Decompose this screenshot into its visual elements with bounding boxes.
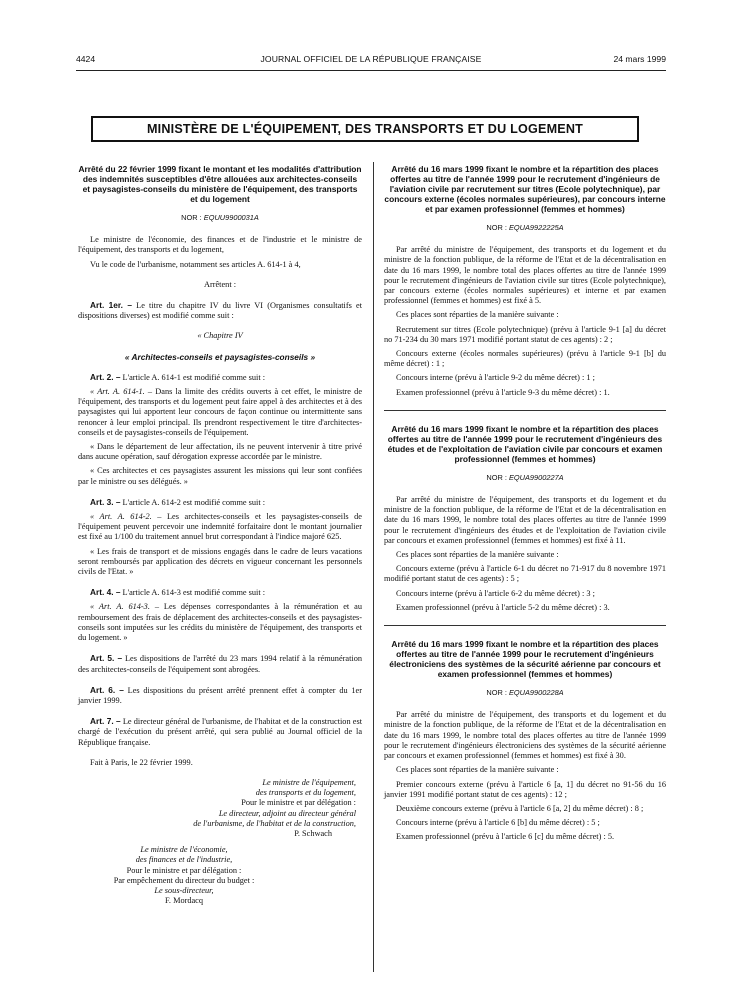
decree-3-p4: Deuxième concours externe (prévu à l'article 6 [a, 2] du même décret) : 8 ;: [396, 803, 644, 813]
decree-electronic-engineers: [384, 639, 666, 842]
article-4: [78, 587, 362, 598]
article-4-label: Art. 4. –: [90, 587, 121, 598]
visa: Vu le code de l'urbanisme, notamment ses articles A. 614-1 à 4,: [90, 259, 301, 269]
decree-2-p1: Par arrêté du ministre de l'équipement, des transports et du logement et du ministre de la fonction publique, de la réforme de l'Etat et de la décentralisation en date du 16 mars 1999, le nombre total des places offertes au titre de l'année 1999 pour le recrutement d'ingénieurs des études et de l'exploitation de l'aviation civile par concours et examen professionnel (femmes et hommes) est fixé à 11.: [384, 495, 666, 545]
sig1-line-3: Pour le ministre et par délégation :: [241, 798, 356, 808]
sig2-line-2: des finances et de l'industrie,: [135, 855, 233, 865]
page-number: 4424: [76, 54, 96, 64]
left-nor: [78, 213, 362, 223]
article-2-label: Art. 2. –: [90, 371, 121, 382]
chapter-heading: « Chapitre IV: [197, 331, 243, 341]
article-5-label: Art. 5. –: [90, 653, 123, 664]
article-1-label: Art. 1er. –: [90, 300, 132, 311]
article-2: [78, 372, 362, 383]
decree-2-p3: Concours externe (prévu à l'article 6-1 du décret no 71-917 du 8 novembre 1971 modifié portant statut de ces agents) : 5 ;: [384, 564, 666, 584]
section-separator: [384, 410, 666, 411]
article-3-label: Art. 3. –: [90, 496, 121, 507]
decree-2-title: Arrêté du 16 mars 1999 fixant le nombre et la répartition des places offertes au titre de l'année 1999 pour le recrutement d'ingénieurs des études et de l'exploitation de l'aviation civile par concours et examen professionnel (femmes et hommes): [387, 423, 663, 464]
decree-3-title: Arrêté du 16 mars 1999 fixant le nombre et la répartition des places offertes au titre de l'année 1999 pour le recrutement d'ingénieurs électroniciens des systèmes de la sécurité aérienne par concours et examen professionnel (femmes et hommes): [389, 639, 661, 680]
art-a614-3-label: « Art. A. 614-3. –: [90, 602, 159, 612]
article-5: [78, 653, 362, 674]
sig1-line-5: de l'urbanisme, de l'habitat et de la construction,: [193, 818, 356, 828]
nor-code: EQUA9922225A: [508, 223, 564, 232]
left-column: [78, 164, 362, 906]
ministry-banner: MINISTÈRE DE L'ÉQUIPEMENT, DES TRANSPORTS ET DU LOGEMENT: [91, 116, 639, 142]
arretent: Arrêtent :: [203, 279, 237, 289]
art-a614-3: [78, 602, 362, 643]
article-2-text: L'article A. 614-1 est modifié comme suit :: [120, 372, 266, 382]
chapter-title: « Architectes-conseils et paysagistes-conseils »: [124, 351, 316, 362]
nor-label: NOR :: [181, 213, 204, 222]
article-3-text: L'article A. 614-2 est modifié comme suit :: [120, 497, 266, 507]
nor-label: NOR :: [486, 223, 509, 232]
decree-1-title: Arrêté du 16 mars 1999 fixant le nombre et la répartition des places offertes au titre de l'année 1999 pour le recrutement d'ingénieurs de l'aviation civile par recrutement sur titres (Ecole polytechnique), par concours externe (écoles normales supérieures), par concours interne et par examen professionnel (femmes et hommes): [384, 164, 666, 214]
sig2-line-4: Par empêchement du directeur du budget :: [113, 875, 255, 885]
article-1: [78, 300, 362, 321]
article-7-text: Le directeur général de l'urbanisme, de l'habitat et de la construction est chargé de l'exécution du présent arrêté, qui sera publié au Journal officiel de la République française.: [78, 717, 363, 747]
nor-label: NOR :: [486, 688, 509, 698]
sig1-line-2: des transports et du logement,: [255, 788, 356, 798]
sig1-name: P. Schwach: [294, 828, 332, 838]
issue-date: 24 mars 1999: [613, 54, 666, 64]
decree-3-p5: Concours interne (prévu à l'article 6 [b] du même décret) : 5 ;: [396, 818, 600, 828]
art-a614-1-text: Dans la limite des crédits ouverts à cet effet, le ministre de l'équipement, des transports et du logement peut faire appel à des architectes et à des paysagistes qui lui apportent leur concours de façon continue ou intermittente sans renoncer à leur emploi principal. Ils prendront respectivement le titre d'architectes-conseils et de paysagistes-conseils de l'équipement.: [78, 387, 363, 437]
signing-place-date: Fait à Paris, le 22 février 1999.: [90, 757, 193, 767]
page-header: [76, 54, 666, 68]
decree-3-p1: Par arrêté du ministre de l'équipement, des transports et du logement et du ministre de la fonction publique, de la réforme de l'Etat et de la décentralisation en date du 16 mars 1999, le nombre total des places offertes au titre de l'année 1999 pour le recrutement d'ingénieurs électroniciens des systèmes de la sécurité aérienne par concours et examen professionnel (femmes et hommes) est fixé à 30.: [384, 710, 666, 761]
left-decree-title: Arrêté du 22 février 1999 fixant le montant et les modalités d'attribution des indemnités susceptibles d'être allouées aux architectes-conseils et paysagistes-conseils du ministère de l'équipement, des transports et du logement: [78, 164, 362, 204]
article-6-label: Art. 6. –: [90, 684, 124, 695]
decree-3-nor: [384, 688, 666, 698]
decree-studies-engineers: [384, 424, 666, 613]
sig2-line-5: Le sous-directeur,: [154, 885, 214, 895]
decree-3-p2: Ces places sont réparties de la manière suivante :: [396, 765, 559, 775]
sig1-line-1: Le ministre de l'équipement,: [262, 777, 356, 787]
column-divider: [373, 162, 374, 972]
art-a614-2-text: Les architectes-conseils et les paysagistes-conseils de l'équipement peuvent percevoir une indemnité forfaitaire dont le montant journalier est fixé au 1/100 du traitement annuel brut correspondant à l'indice majoré 625.: [78, 512, 362, 542]
signature-block-1: [78, 778, 362, 839]
article-7: [78, 716, 362, 748]
nor-code: EQUU9900031A: [203, 213, 259, 222]
decree-2-p2: Ces places sont réparties de la manière suivante :: [396, 550, 559, 560]
right-column: [384, 164, 666, 847]
article-6-text: Les dispositions du présent arrêté prennent effet à compter du 1er janvier 1999.: [78, 685, 362, 705]
decree-1-nor: [384, 223, 666, 233]
journal-title: JOURNAL OFFICIEL DE LA RÉPUBLIQUE FRANÇAISE: [260, 54, 482, 64]
header-rule: [76, 70, 666, 71]
sig1-line-4: Le directeur, adjoint au directeur général: [218, 808, 356, 818]
decree-1-p4: Concours externe (écoles normales supérieures) (prévu à l'article 9-1 [b] du même décret) : 1 ;: [384, 349, 666, 369]
art-a614-1-p3: « Ces architectes et ces paysagistes assurent les missions qui leur sont confiées par le ministre ou ses délégués. »: [78, 466, 362, 486]
decree-3-p3: Premier concours externe (prévu à l'article 6 [a, 1] du décret no 91-56 du 16 janvier 1991 modifié portant statut de ces agents) : 12 ;: [384, 779, 666, 799]
decree-1-p5: Concours interne (prévu à l'article 9-2 du même décret) : 1 ;: [396, 373, 595, 383]
article-4-text: L'article A. 614-3 est modifié comme suit :: [120, 588, 266, 598]
decree-1-p1: Par arrêté du ministre de l'équipement, des transports et du logement et du ministre de la fonction publique, de la réforme de l'Etat et de la décentralisation en date du 16 mars 1999, le nombre total des places offertes au titre de l'année 1999 pour le recrutement d'ingénieurs de l'aviation civile sur titres (Ecole polytechnique), par concours externe (écoles normales supérieures) et interne et par examen professionnel (femmes et hommes) est fixé à 5.: [384, 245, 666, 306]
decree-2-nor: [384, 473, 666, 483]
art-a614-1-label: « Art. A. 614-1. –: [90, 387, 153, 397]
art-a614-2: [78, 512, 362, 543]
decree-1-p6: Examen professionnel (prévu à l'article 9-3 du même décret) : 1.: [396, 387, 610, 397]
art-a614-1-p2: « Dans le département de leur affectation, ils ne peuvent intervenir à titre privé dans aucune opération, sauf dérogation expresse accordée par le ministre.: [78, 442, 362, 462]
nor-label: NOR :: [486, 472, 509, 482]
decree-2-p4: Concours interne (prévu à l'article 6-2 du même décret) : 3 ;: [396, 588, 595, 598]
decree-3-p6: Examen professionnel (prévu à l'article 6 [c] du même décret) : 5.: [396, 832, 615, 842]
article-6: [78, 685, 362, 706]
article-5-text: Les dispositions de l'arrêté du 23 mars 1994 relatif à la rémunération des architectes-conseils de l'équipement sont abrogées.: [78, 654, 362, 674]
section-separator: [384, 625, 666, 626]
art-a614-2-p2: « Les frais de transport et de missions engagés dans le cadre de leurs vacations seront remboursés par application des décrets en vigueur concernant les personnels civils de l'Etat. »: [78, 546, 362, 577]
art-a614-3-text: Les dépenses correspondantes à la rémunération et au remboursement des frais de déplacement des architectes-conseils et des paysagistes-conseils sont imputées sur les crédits du ministère de l'équipement, des transports et du logement. »: [78, 602, 363, 643]
article-1-text: Le titre du chapitre IV du livre VI (Organismes consultatifs et dispositions diverses) est modifié comme suit :: [78, 301, 362, 321]
decree-aviation-engineers: [384, 164, 666, 398]
decree-2-p5: Examen professionnel (prévu à l'article 5-2 du même décret) : 3.: [396, 602, 610, 612]
nor-code: EQUA9900228A: [508, 688, 564, 698]
nor-code: EQUA9900227A: [508, 472, 564, 482]
signature-block-2: [78, 845, 278, 906]
article-7-label: Art. 7. –: [90, 716, 121, 727]
sig2-name: F. Mordacq: [164, 896, 204, 906]
article-3: [78, 497, 362, 508]
decree-1-p2: Ces places sont réparties de la manière suivante :: [396, 310, 559, 320]
sig2-line-3: Pour le ministre et par délégation :: [126, 865, 242, 875]
decree-1-p3: Recrutement sur titres (Ecole polytechnique) (prévu à l'article 9-1 [a] du décret no 71-234 du 30 mars 1971 modifié portant statut de ces agents) : 2 ;: [384, 324, 666, 344]
art-a614-2-label: « Art. A. 614-2. –: [90, 512, 162, 522]
preamble: Le ministre de l'économie, des finances et de l'industrie et le ministre de l'équipement, des transports et du logement,: [78, 235, 362, 255]
sig2-line-1: Le ministre de l'économie,: [140, 845, 228, 855]
art-a614-1: [78, 387, 362, 438]
